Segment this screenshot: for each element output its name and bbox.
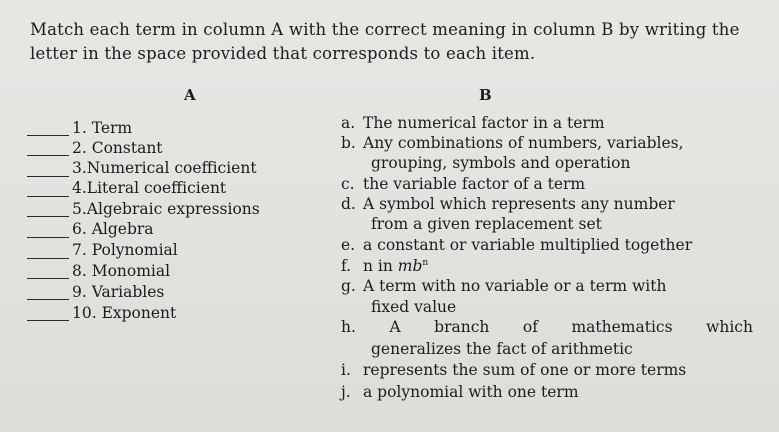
answer-blank-8[interactable] (27, 278, 69, 279)
meaning-letter: h. (341, 318, 356, 336)
term-item: 10. Exponent (72, 304, 177, 322)
meaning-g (341, 277, 666, 295)
meaning-d (341, 195, 675, 213)
answer-blank-5[interactable] (27, 216, 69, 217)
column-a-heading: A (184, 86, 196, 104)
meaning-letter: b. (341, 134, 356, 152)
meaning-text: the variable factor of a term (363, 175, 586, 193)
meaning-text: a constant or variable multiplied together (363, 236, 693, 254)
meaning-word: A (389, 318, 401, 336)
meaning-letter: e. (341, 236, 356, 254)
meaning-letter: j. (341, 383, 351, 401)
meaning-letter: i. (341, 361, 351, 379)
meaning-h (341, 318, 753, 336)
meaning-j (341, 383, 579, 401)
meaning-text: A symbol which represents any number (363, 195, 675, 213)
meaning-word: mathematics (571, 318, 673, 336)
answer-blank-6[interactable] (27, 237, 69, 238)
meaning-b-continued: grouping, symbols and operation (371, 154, 631, 172)
meaning-text: A term with no variable or a term with (363, 277, 667, 295)
meaning-text: Any combinations of numbers, variables, (363, 134, 684, 152)
instructions-text: Match each term in column A with the correct meaning in column B by writing the letter in the space provided that corresponds to each item. (30, 20, 740, 63)
column-b-heading: B (479, 86, 492, 104)
meaning-i (341, 361, 686, 379)
term-item: 1. Term (72, 119, 133, 137)
meaning-letter: a. (341, 114, 356, 132)
meaning-text: a polynomial with one term (363, 383, 579, 401)
meaning-e (341, 236, 692, 254)
meaning-b (341, 134, 684, 152)
answer-blank-4[interactable] (27, 196, 69, 197)
meaning-text: represents the sum of one or more terms (363, 361, 687, 379)
meaning-text: The numerical factor in a term (363, 114, 605, 132)
meaning-c (341, 175, 585, 193)
meaning-word: branch (434, 318, 490, 336)
answer-blank-10[interactable] (27, 320, 69, 321)
term-item: 3.Numerical coefficient (72, 159, 257, 177)
meaning-word: of (522, 318, 538, 336)
math-exponent: n (422, 257, 429, 268)
meaning-a (341, 114, 605, 132)
answer-blank-1[interactable] (27, 135, 69, 136)
answer-blank-7[interactable] (27, 258, 69, 259)
term-item: 4.Literal coefficient (72, 179, 227, 197)
meaning-word: which (706, 318, 753, 336)
meaning-g-continued: fixed value (371, 298, 457, 316)
math-variable: mb (397, 257, 423, 275)
meaning-f (341, 257, 428, 275)
meaning-h-continued: generalizes the fact of arithmetic (371, 340, 633, 358)
term-item: 5.Algebraic expressions (72, 200, 260, 218)
meaning-d-continued: from a given replacement set (371, 215, 602, 233)
meaning-letter: f. (341, 257, 352, 275)
term-item: 2. Constant (72, 139, 163, 157)
term-item: 7. Polynomial (72, 241, 178, 259)
meaning-letter: d. (341, 195, 356, 213)
term-item: 9. Variables (72, 283, 165, 301)
term-item: 6. Algebra (72, 220, 154, 238)
meaning-text: n in (363, 257, 398, 275)
answer-blank-3[interactable] (27, 176, 69, 177)
term-item: 8. Monomial (72, 262, 171, 280)
meaning-letter: g. (341, 277, 356, 295)
answer-blank-9[interactable] (27, 299, 69, 300)
answer-blank-2[interactable] (27, 155, 69, 156)
meaning-letter: c. (341, 175, 355, 193)
